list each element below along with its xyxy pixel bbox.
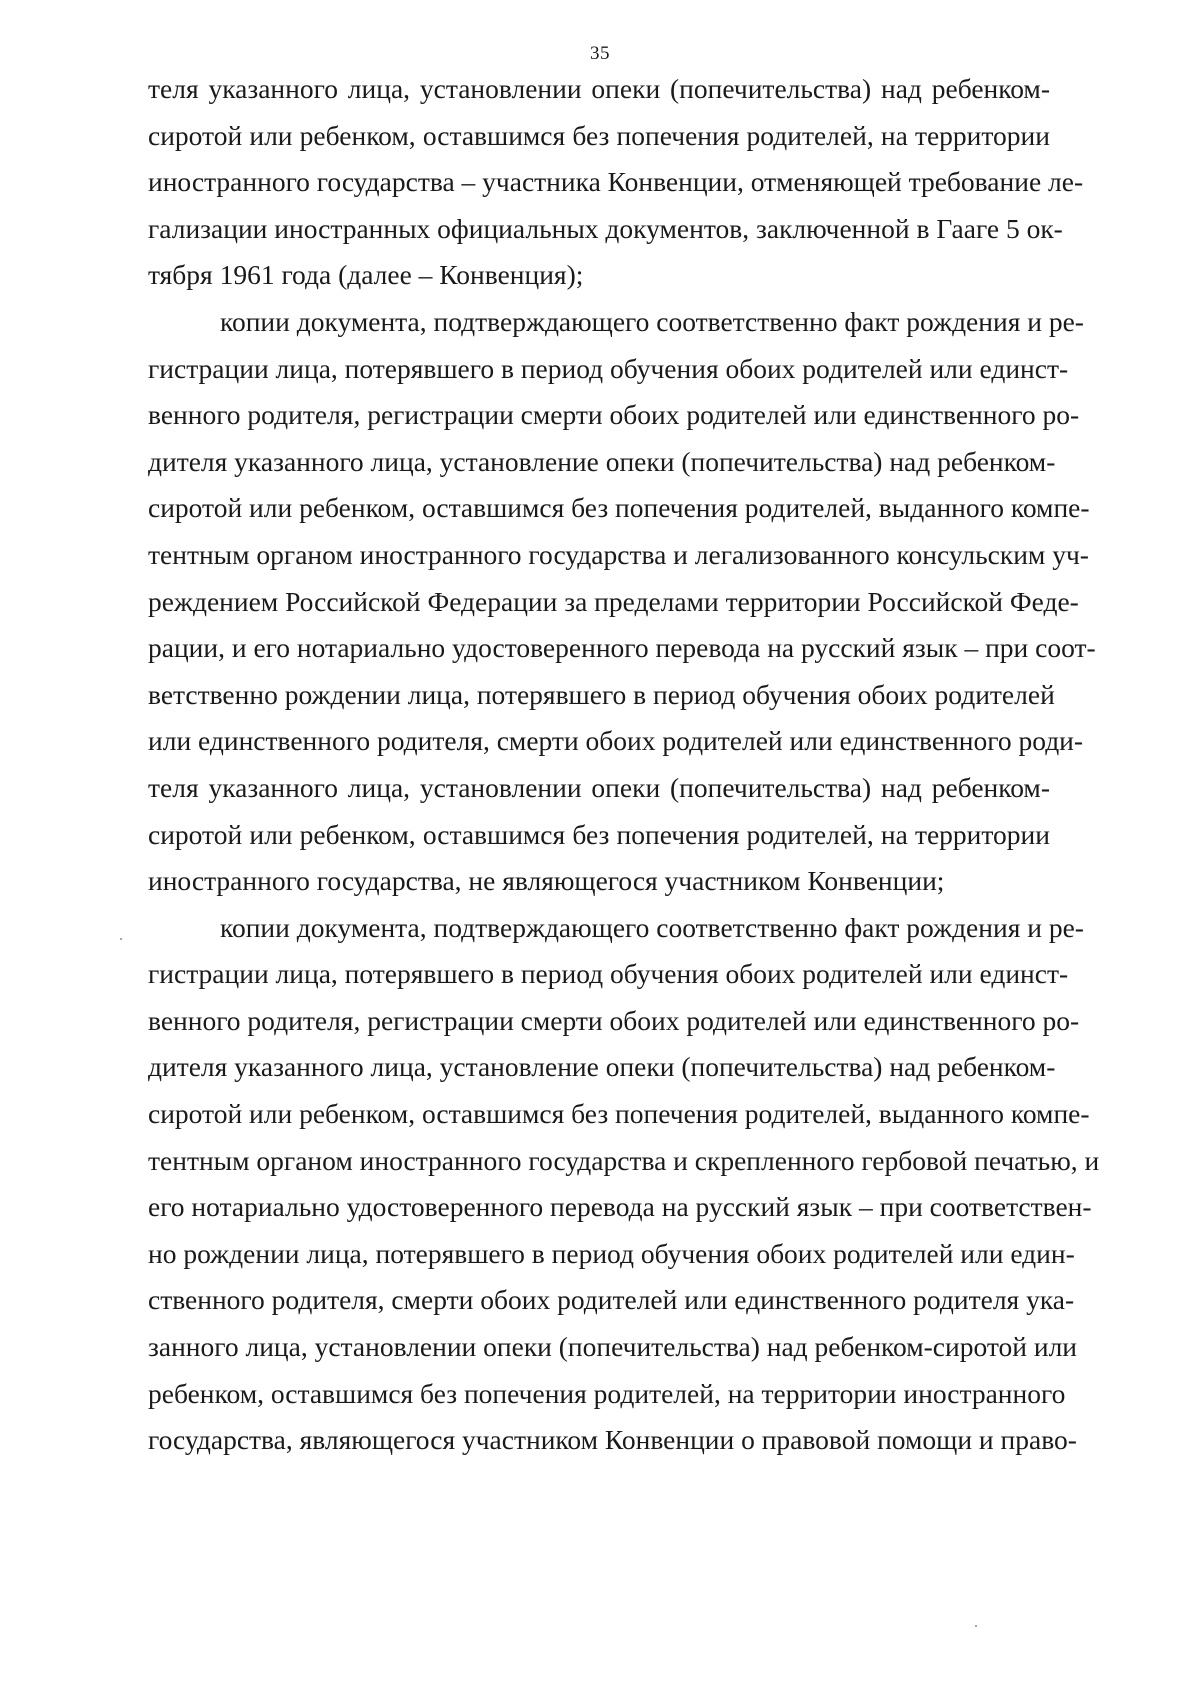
text-line: сиротой или ребенком, оставшимся без попечения родителей, на территории [148, 818, 1050, 850]
text-line: гализации иностранных официальных документов, заключенной в Гааге 5 ок- [148, 212, 1063, 244]
text-line: теля указанного лица, установлении опеки (попечительства) над ребенком- [148, 771, 1050, 803]
text-line: копии документа, подтверждающего соответственно факт рождения и ре- [220, 305, 1084, 337]
text-line: сиротой или ребенком, оставшимся без попечения родителей, выданного компе- [148, 492, 1090, 524]
text-line: венного родителя, регистрации смерти обоих родителей или единственного ро- [148, 399, 1080, 431]
body-text [148, 66, 1100, 1464]
text-line: его нотариально удостоверенного перевода на русский язык – при соответствен- [148, 1191, 1092, 1223]
paragraph [148, 299, 1096, 905]
text-line: тентным органом иностранного государства и скрепленного гербовой печатью, и [148, 1144, 1100, 1176]
paragraph [148, 66, 1084, 299]
scan-speck [120, 938, 122, 940]
text-line: сиротой или ребенком, оставшимся без попечения родителей, выданного компе- [148, 1098, 1090, 1130]
paragraph [148, 905, 1100, 1464]
text-line: тября 1961 года (далее – Конвенция); [148, 259, 584, 291]
text-line: занного лица, установлении опеки (попечительства) над ребенком-сиротой или [148, 1331, 1078, 1363]
text-line: венного родителя, регистрации смерти обоих родителей или единственного ро- [148, 1004, 1080, 1036]
text-line: дителя указанного лица, установление опеки (попечительства) над ребенком- [148, 1051, 1056, 1083]
text-line: ветственно рождении лица, потерявшего в период обучения обоих родителей [148, 678, 1055, 710]
text-line: но рождении лица, потерявшего в период обучения обоих родителей или един- [148, 1237, 1075, 1269]
text-line: реждением Российской Федерации за пределами территории Российской Феде- [148, 585, 1079, 617]
page-number: 35 [590, 43, 610, 64]
text-line: иностранного государства, не являющегося участником Конвенции; [148, 865, 945, 897]
text-line: иностранного государства – участника Конвенции, отменяющей требование ле- [148, 166, 1084, 198]
text-line: гистрации лица, потерявшего в период обучения обоих родителей или единст- [148, 352, 1069, 384]
text-line: ребенком, оставшимся без попечения родителей, на территории иностранного [148, 1377, 1066, 1409]
text-line: ственного родителя, смерти обоих родителей или единственного родителя ука- [148, 1284, 1075, 1316]
text-line: государства, являющегося участником Конвенции о правовой помощи и право- [148, 1424, 1077, 1456]
text-line: тентным органом иностранного государства и легализованного консульским уч- [148, 538, 1089, 570]
text-line: дителя указанного лица, установление опеки (попечительства) над ребенком- [148, 445, 1056, 477]
text-line: сиротой или ребенком, оставшимся без попечения родителей, на территории [148, 119, 1050, 151]
text-line: теля указанного лица, установлении опеки (попечительства) над ребенком- [148, 73, 1050, 104]
text-line: копии документа, подтверждающего соответственно факт рождения и ре- [220, 911, 1084, 943]
scan-speck [975, 1625, 977, 1627]
text-line: гистрации лица, потерявшего в период обучения обоих родителей или единст- [148, 958, 1069, 990]
text-line: или единственного родителя, смерти обоих родителей или единственного роди- [148, 725, 1084, 757]
text-line: рации, и его нотариально удостоверенного перевода на русский язык – при соот- [148, 632, 1096, 664]
